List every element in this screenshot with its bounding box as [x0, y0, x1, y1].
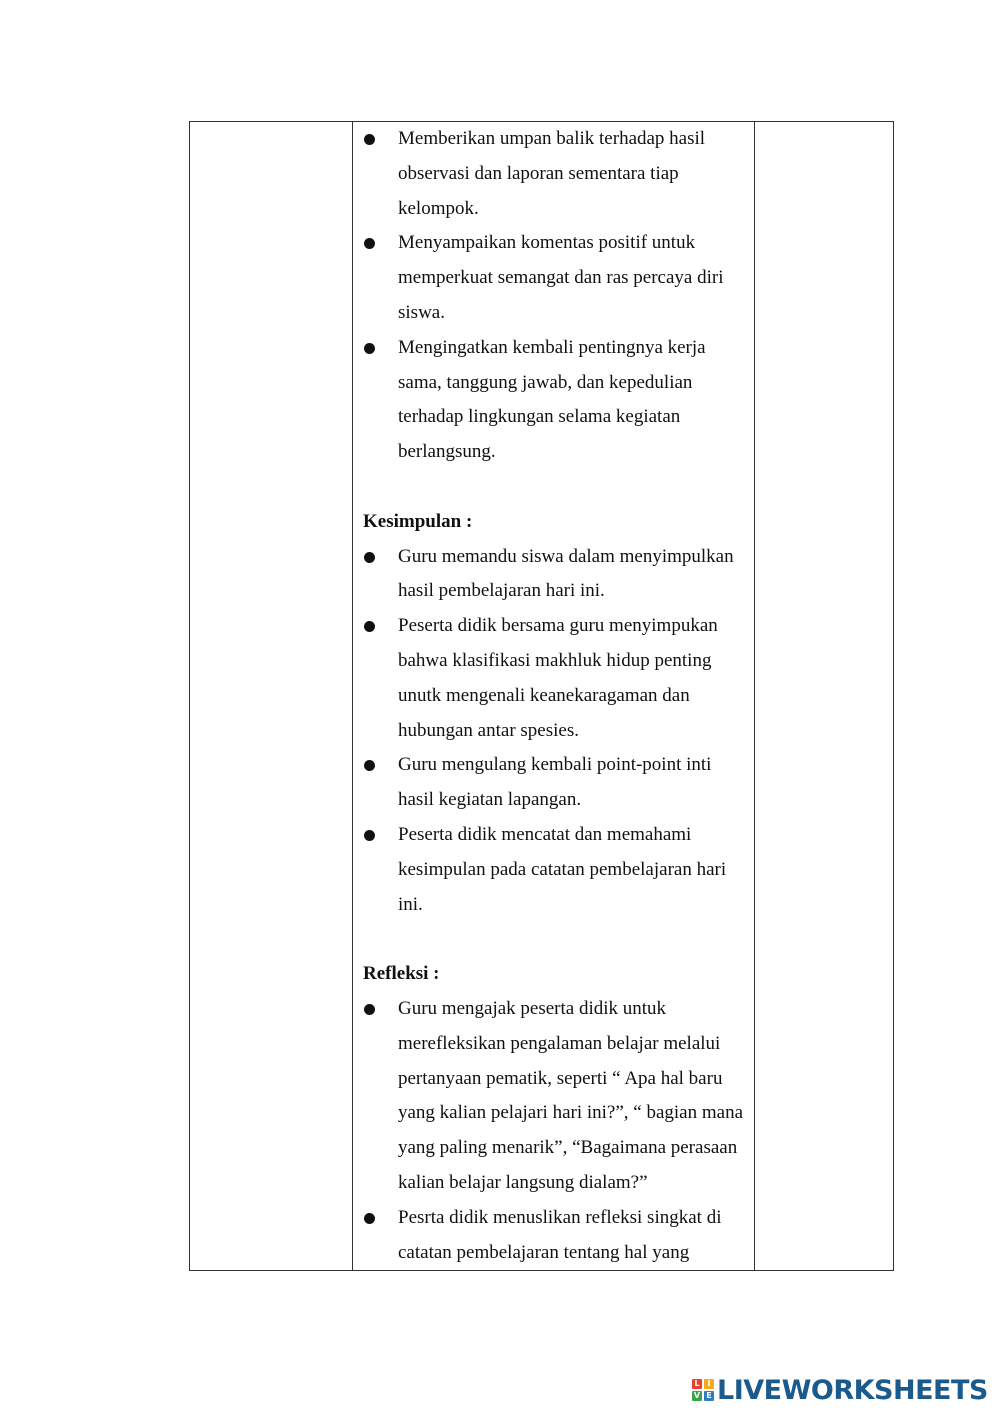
logo-text: LIVEWORKSHEETS	[717, 1374, 988, 1406]
logo-letter-i: I	[704, 1379, 714, 1389]
liveworksheets-logo	[692, 1372, 988, 1408]
live-grid-icon	[692, 1379, 714, 1401]
list-item	[363, 226, 748, 330]
logo-letter-l: L	[692, 1379, 702, 1389]
list-item	[363, 748, 748, 818]
list-item-text: Mengingatkan kembali pentingnya kerja sama, tanggung jawab, dan kepedulian terhadap lingkungan selama kegiatan berlangsung.	[398, 336, 706, 463]
bullet-icon	[364, 238, 375, 249]
list-item-text: Pesrta didik menuslikan refleksi singkat di catatan pembelajaran tentang hal yang	[398, 1206, 722, 1263]
list-item	[363, 1201, 748, 1271]
list-item-text: Menyampaikan komentas positif untuk memperkuat semangat dan ras percaya diri siswa.	[398, 232, 724, 323]
bullet-icon	[364, 1213, 375, 1224]
bullet-icon	[364, 1004, 375, 1015]
activity-content	[353, 122, 754, 1270]
list-item-text: Peserta didik bersama guru menyimpukan bahwa klasifikasi makhluk hidup penting unutk mengenali keanekaragaman dan hubungan antar spesies.	[398, 615, 718, 741]
kesimpulan-list	[363, 540, 748, 923]
bullet-icon	[364, 830, 375, 841]
list-item-text: Guru mengulang kembali point-point inti hasil kegiatan lapangan.	[398, 754, 712, 811]
refleksi-list	[363, 992, 748, 1270]
right-column-cell	[755, 122, 894, 1271]
refleksi-heading: Refleksi :	[363, 963, 440, 985]
list-item	[363, 331, 748, 470]
list-item	[363, 992, 748, 1201]
list-item	[363, 609, 748, 748]
left-column-cell	[190, 122, 353, 1271]
activity-column-cell	[353, 122, 755, 1271]
list-item-text: Peserta didik mencatat dan memahami kesimpulan pada catatan pembelajaran hari ini.	[398, 823, 727, 915]
list-item	[363, 540, 748, 610]
bullet-icon	[364, 621, 375, 632]
logo-letter-e: E	[704, 1391, 714, 1401]
bullet-icon	[364, 552, 375, 563]
list-item-text: Guru mengajak peserta didik untuk merefleksikan pengalaman belajar melalui pertanyaan pematik, seperti “ Apa hal baru yang kalian pelajari hari ini?”, “ bagian mana yang paling menarik”, “Bagaimana perasaan kalian belajar langsung dialam?”	[398, 997, 744, 1193]
logo-letter-v: V	[693, 1391, 701, 1400]
list-item-text: Guru memandu siswa dalam menyimpulkan hasil pembelajaran hari ini.	[398, 545, 734, 602]
bullet-icon	[364, 134, 375, 145]
table-row	[190, 122, 894, 1271]
list-item	[363, 818, 748, 922]
lesson-plan-table	[189, 121, 894, 1271]
bullet-icon	[364, 760, 375, 771]
bullet-icon	[364, 343, 375, 354]
kesimpulan-heading: Kesimpulan :	[363, 510, 473, 532]
feedback-list	[363, 122, 748, 470]
list-item	[363, 122, 748, 226]
list-item-text: Memberikan umpan balik terhadap hasil observasi dan laporan sementara tiap kelompok.	[398, 128, 706, 219]
